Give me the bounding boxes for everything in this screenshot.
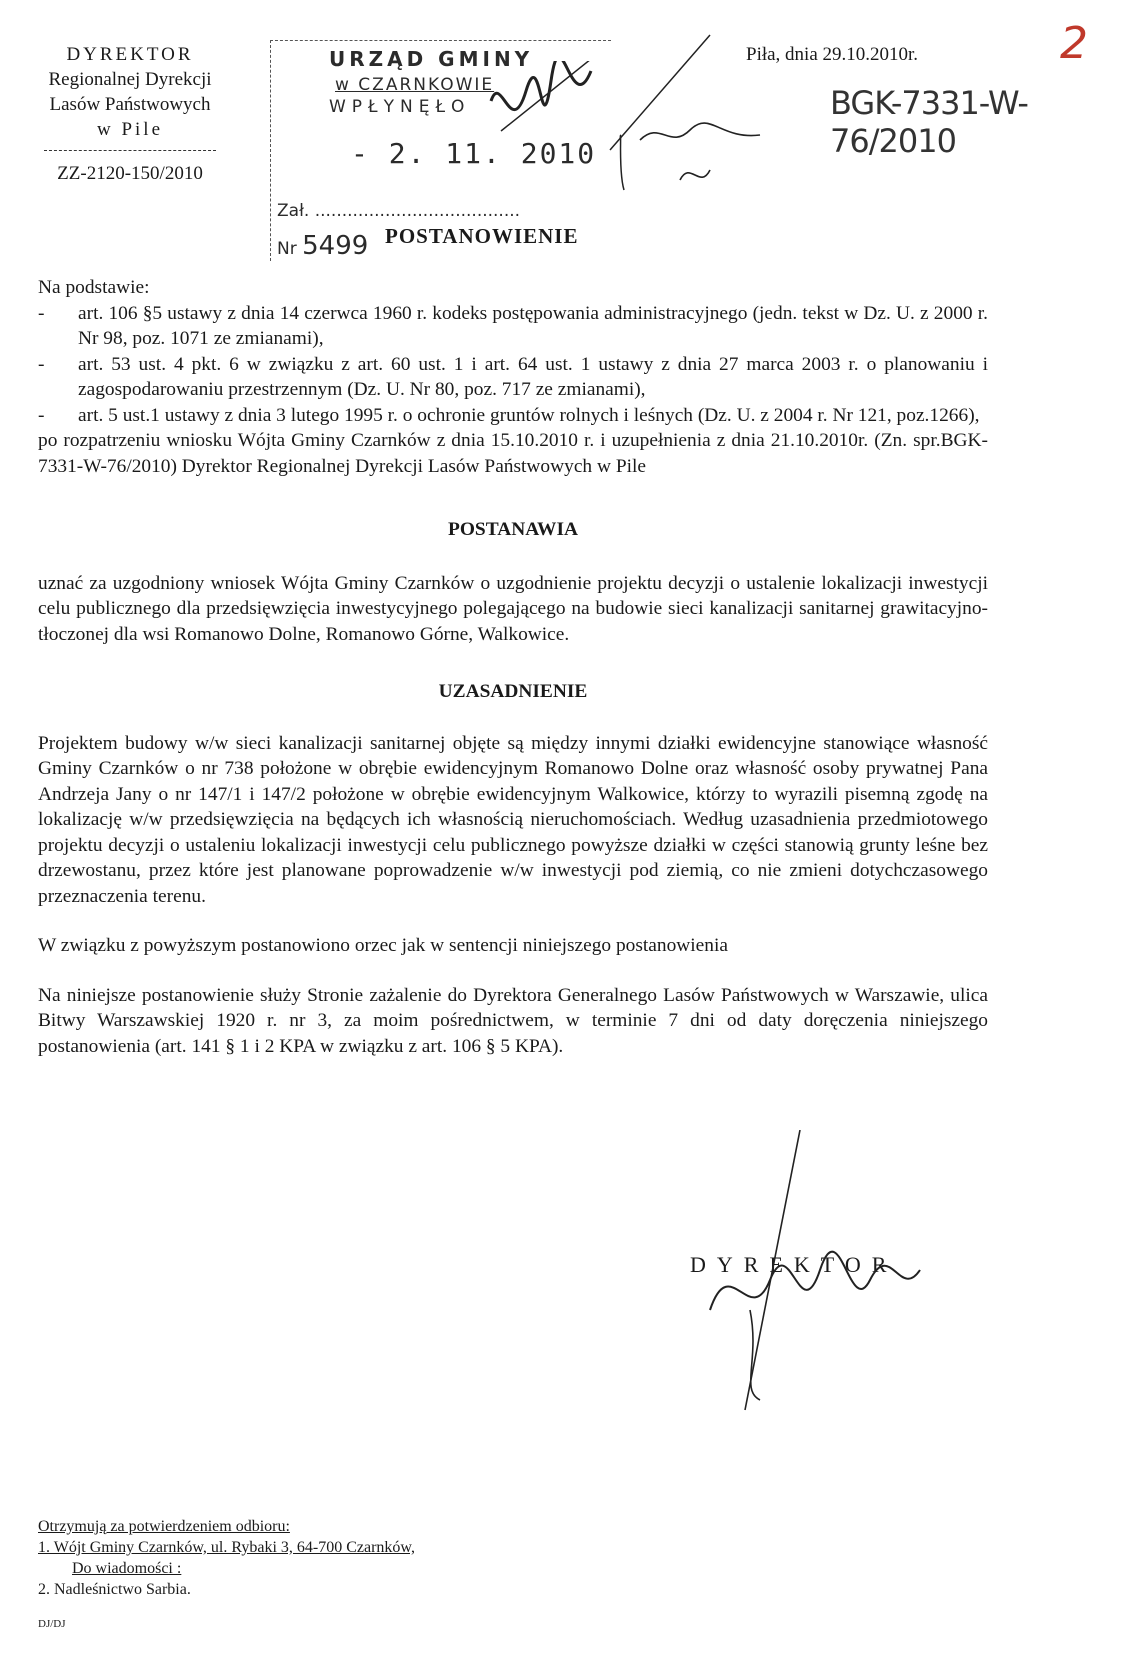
- divider: [44, 150, 216, 151]
- reference-number: ZZ-2120-150/2010: [57, 163, 203, 184]
- stamp-signature-scribble: [481, 61, 611, 191]
- recipients-block: [38, 1516, 415, 1635]
- heading-decides: POSTANAWIA: [447, 519, 578, 540]
- document-title: POSTANOWIENIE: [385, 224, 579, 248]
- legal-basis-1: - art. 106 §5 ustawy z dnia 14 czerwca 1960 r. kodeks postępowania administracyjnego (jedn. tekst w Dz. U. z 2000 r. Nr 98, poz. 1071 ze zmianami),: [38, 301, 988, 352]
- place-date: Piła, dnia 29.10.2010r.: [746, 44, 919, 65]
- stamp-line3: WPŁYNĘŁO: [329, 97, 471, 117]
- legal-basis-3: - art. 5 ust.1 ustawy z dnia 3 lutego 1995 r. o ochronie gruntów rolnych i leśnych (Dz. U. z 2004 r. Nr 121, poz.1266),: [38, 403, 988, 429]
- signature-block: [690, 1240, 950, 1440]
- initials: DJ/DJ: [38, 1618, 66, 1630]
- stamp-line2: w CZARNKOWIE: [335, 75, 495, 95]
- stamp-nr-value: 5499: [302, 231, 369, 261]
- stamp-nr: [277, 231, 368, 261]
- signature-scribble: [690, 1130, 950, 1430]
- handwritten-annotation: [600, 30, 800, 200]
- justification-text: Projektem budowy w/w sieci kanalizacji sanitarnej objęte są między innymi działki ewidencyjne stanowiące własność Gminy Czarnków o nr 738 położone w obrębie ewidencyjnym Romanowo Dolne oraz własność osoby prywatnej Pana Andrzeja Jany o nr 147/1 i 147/2 położone w obrębie ewidencyjnym Walkowice, którzy to wyrazili pisemną zgodę na lokalizację w/w przedsięwzięcia na będących ich własnością nieruchomościach. Według uzasadnienia przedmiotowego projektu decyzji o ustaleniu lokalizacji inwestycji celu publicznego powyższe działki w części stanowią grunty leśne bez drzewostanu, przez które jest planowane poprowadzenie w/w inwestycji pod ziemią, co nie zmieni dotychczasowego przeznaczenia terenu.: [38, 732, 988, 907]
- issuer-line4: w Pile: [96, 119, 164, 140]
- stamp-nr-prefix: Nr: [277, 239, 297, 259]
- stamp-date: - 2. 11. 2010: [351, 137, 597, 170]
- consideration: po rozpatrzeniu wniosku Wójta Gminy Czarnków z dnia 15.10.2010 r. i uzupełnienia z dnia 21.10.2010r. (Zn. spr.BGK-7331-W-76/2010) Dyrektor Regionalnej Dyrekcji Lasów Państwowych w Pile: [38, 430, 988, 477]
- issuer-title: DYREKTOR: [66, 44, 194, 65]
- cc-heading: Do wiadomości :: [72, 1560, 182, 1577]
- recipients-heading: Otrzymują za potwierdzeniem odbioru:: [38, 1518, 290, 1535]
- stamp-line1: URZĄD GMINY: [329, 47, 534, 71]
- conclusion-text: W związku z powyższym postanowiono orzec jak w sentencji niniejszego postanowienia: [38, 935, 728, 956]
- stamp-zal: Zał. ......................................: [277, 201, 521, 221]
- heading-justification: UZASADNIENIE: [438, 681, 588, 702]
- issuer-line3: Lasów Państwowych: [49, 94, 211, 115]
- intro: Na podstawie:: [38, 277, 150, 298]
- handwritten-reference: BGK-7331-W-76/2010: [830, 84, 1028, 160]
- page-number-handwritten: 2: [1060, 18, 1088, 69]
- signature-title: DYREKTOR: [690, 1252, 898, 1277]
- appeal-text: Na niniejsze postanowienie służy Stronie zażalenie do Dyrektora Generalnego Lasów Państwowych w Warszawie, ulica Bitwy Warszawskiej 1920 r. nr 3, za moim pośrednictwem, w terminie 7 dni od daty doręczenia niniejszego postanowienia (art. 141 § 1 i 2 KPA w związku z art. 106 § 5 KPA).: [38, 984, 988, 1057]
- decision-text: uznać za uzgodniony wniosek Wójta Gminy Czarnków o uzgodnienie projektu decyzji o ustalenie lokalizacji inwestycji celu publicznego dla przedsięwzięcia inwestycyjnego polegającego na budowie sieci kanalizacji sanitarnej grawitacyjno-tłoczonej dla wsi Romanowo Dolne, Romanowo Górne, Walkowice.: [38, 572, 988, 645]
- issuer-block: [30, 42, 230, 186]
- recipient-1: 1. Wójt Gminy Czarnków, ul. Rybaki 3, 64-700 Czarnków,: [38, 1539, 415, 1556]
- legal-basis-2: - art. 53 ust. 4 pkt. 6 w związku z art. 60 ust. 1 i art. 64 ust. 1 ustawy z dnia 27 marca 2003 r. o planowaniu i zagospodarowaniu przestrzennym (Dz. U. Nr 80, poz. 717 ze zmianami),: [38, 352, 988, 403]
- document-body: [38, 275, 988, 1059]
- issuer-line2: Regionalnej Dyrekcji: [48, 69, 212, 90]
- recipient-2: 2. Nadleśnictwo Sarbia.: [38, 1581, 191, 1598]
